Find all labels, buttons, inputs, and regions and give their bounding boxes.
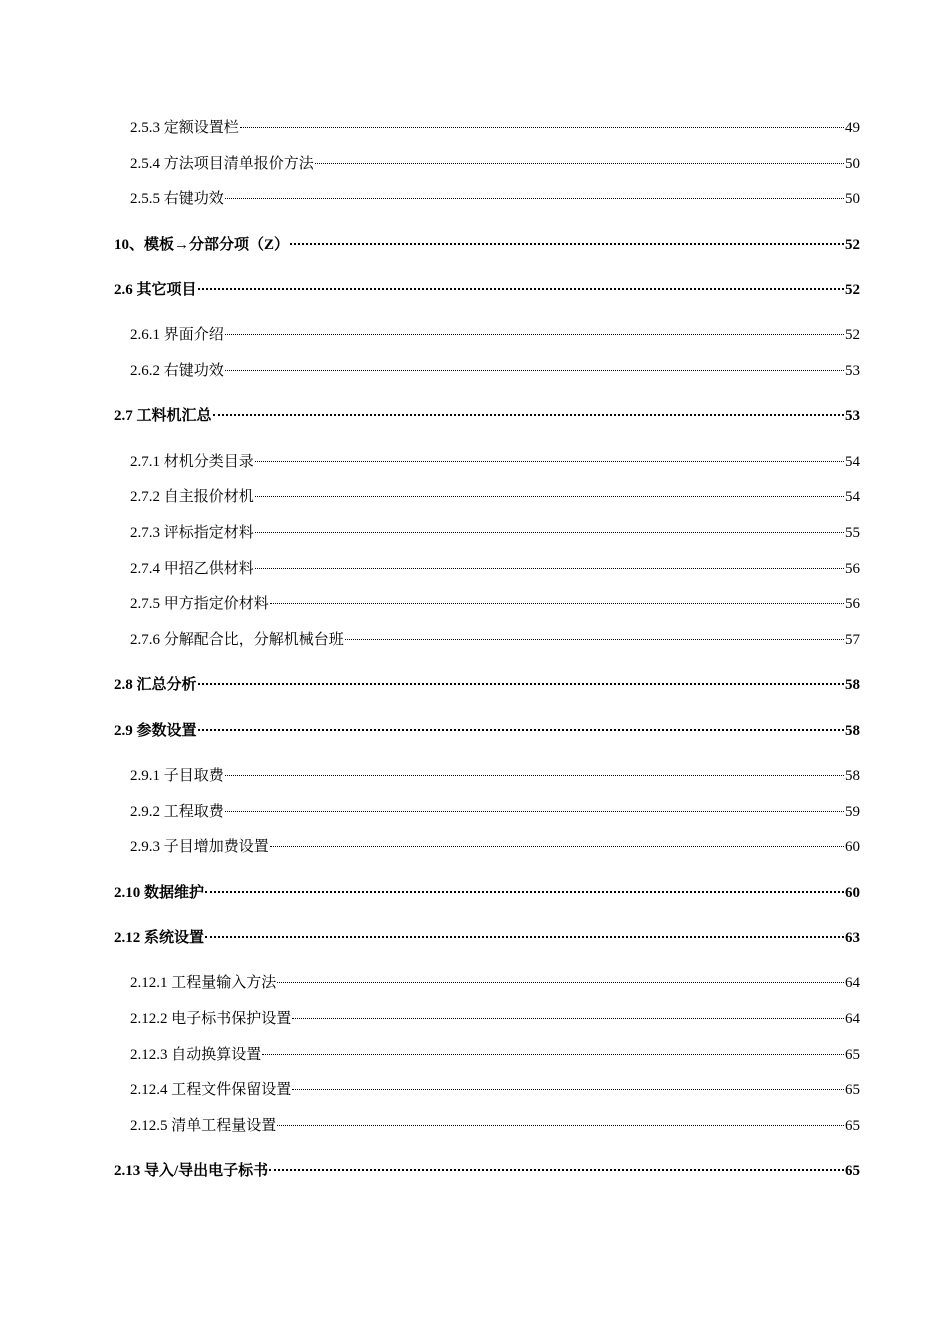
toc-entry-page-number: 50 xyxy=(845,155,860,172)
toc-entry-title: 2.7.4 甲招乙供材料 xyxy=(130,560,254,577)
toc-entry-page-number: 60 xyxy=(845,884,860,901)
toc-entry-title: 2.6 其它项目 xyxy=(114,282,197,298)
toc-entry[interactable] xyxy=(114,802,860,822)
toc-entry-page-number: 50 xyxy=(845,191,860,208)
toc-entry-page-number: 53 xyxy=(845,408,860,425)
toc-entry-title: 2.7.5 甲方指定价材料 xyxy=(130,596,269,613)
toc-entry-title: 2.5.5 右键功效 xyxy=(130,191,224,208)
toc-entry-page-number: 56 xyxy=(845,560,860,577)
toc-entry-page-number: 52 xyxy=(845,327,860,344)
toc-entry-title: 2.5.4 方法项目清单报价方法 xyxy=(130,155,314,172)
toc-entry-title: 2.6.2 右键功效 xyxy=(130,363,224,379)
toc-entry[interactable] xyxy=(114,487,860,507)
dot-leader xyxy=(277,982,844,983)
toc-entry-page-number: 53 xyxy=(845,363,860,379)
toc-entry-page-number: 64 xyxy=(845,975,860,992)
dot-leader xyxy=(255,568,844,569)
toc-entry-title: 2.5.3 定额设置栏 xyxy=(130,120,239,136)
toc-entry-page-number: 52 xyxy=(845,282,860,298)
toc-entry-title: 2.6.1 界面介绍 xyxy=(130,327,224,344)
dot-leader xyxy=(262,1054,844,1055)
toc-entry-page-number: 65 xyxy=(845,1163,860,1180)
toc-entry-page-number: 58 xyxy=(845,677,860,694)
toc-entry-title: 2.12.5 清单工程量设置 xyxy=(130,1118,277,1135)
toc-entry[interactable] xyxy=(114,928,860,948)
toc-entry[interactable] xyxy=(114,766,860,786)
toc-entry-title: 2.9.1 子目取费 xyxy=(130,768,224,784)
dot-leader xyxy=(225,775,844,776)
dot-leader xyxy=(205,936,844,938)
toc-entry-title: 2.10 数据维护 xyxy=(114,884,205,901)
toc-entry[interactable] xyxy=(114,1045,860,1065)
toc-entry-page-number: 57 xyxy=(845,632,860,649)
dot-leader xyxy=(345,639,844,640)
dot-leader xyxy=(225,334,844,335)
toc-entry[interactable] xyxy=(114,1009,860,1029)
dot-leader xyxy=(277,1125,844,1126)
toc-entry-page-number: 55 xyxy=(845,525,860,541)
dot-leader xyxy=(213,414,844,416)
toc-entry[interactable] xyxy=(114,452,860,472)
toc-entry-page-number: 60 xyxy=(845,839,860,856)
toc-entry[interactable] xyxy=(114,154,860,174)
toc-entry[interactable] xyxy=(114,118,860,138)
toc-entry-page-number: 54 xyxy=(845,489,860,506)
toc-entry-title: 2.7.1 材机分类目录 xyxy=(130,453,254,470)
toc-entry-page-number: 64 xyxy=(845,1011,860,1027)
toc-entry[interactable] xyxy=(114,1116,860,1136)
dot-leader xyxy=(270,603,844,604)
toc-entry-title: 2.7.2 自主报价材机 xyxy=(130,489,254,506)
dot-leader xyxy=(315,163,844,164)
toc-entry[interactable] xyxy=(114,1080,860,1100)
dot-leader xyxy=(240,127,844,128)
toc-entry[interactable] xyxy=(114,973,860,993)
toc-entry-title: 2.12.4 工程文件保留设置 xyxy=(130,1082,292,1099)
toc-entry[interactable] xyxy=(114,594,860,614)
dot-leader xyxy=(225,811,844,812)
toc-entry-title: 2.9.2 工程取费 xyxy=(130,803,224,820)
toc-entry[interactable] xyxy=(114,721,860,741)
toc-entry[interactable] xyxy=(114,325,860,345)
toc-entry-title: 10、模板→分部分项（Z） xyxy=(114,236,290,253)
dot-leader xyxy=(255,461,844,462)
toc-entry[interactable] xyxy=(114,235,860,255)
toc-entry-page-number: 65 xyxy=(845,1118,860,1135)
toc-entry-page-number: 49 xyxy=(845,120,860,136)
toc-entry[interactable] xyxy=(114,280,860,300)
toc-entry-title: 2.7.3 评标指定材料 xyxy=(130,525,254,541)
toc-entry-title: 2.7.6 分解配合比，分解机械台班 xyxy=(130,632,344,649)
toc-entry-page-number: 65 xyxy=(845,1046,860,1063)
toc-entry[interactable] xyxy=(114,523,860,543)
toc-entry-page-number: 58 xyxy=(845,768,860,784)
dot-leader xyxy=(292,1089,844,1090)
dot-leader xyxy=(225,198,844,199)
toc-entry-title: 2.8 汇总分析 xyxy=(114,677,197,694)
toc-entry[interactable] xyxy=(114,361,860,381)
dot-leader xyxy=(198,288,844,290)
toc-entry-title: 2.7 工料机汇总 xyxy=(114,408,212,425)
toc-entry-page-number: 52 xyxy=(845,236,860,253)
toc-entry-title: 2.13 导入/导出电子标书 xyxy=(114,1163,269,1180)
dot-leader xyxy=(255,532,844,533)
toc-entry[interactable] xyxy=(114,675,860,695)
toc-entry-page-number: 65 xyxy=(845,1082,860,1099)
toc-entry-page-number: 58 xyxy=(845,722,860,739)
toc-entry[interactable] xyxy=(114,630,860,650)
toc-entry-page-number: 59 xyxy=(845,803,860,820)
toc-entry[interactable] xyxy=(114,1161,860,1181)
toc-entry[interactable] xyxy=(114,559,860,579)
toc-entry[interactable] xyxy=(114,189,860,209)
dot-leader xyxy=(290,243,844,245)
toc-entry-title: 2.12.1 工程量输入方法 xyxy=(130,975,277,992)
toc-entry-title: 2.12 系统设置 xyxy=(114,930,205,946)
toc-entry[interactable] xyxy=(114,883,860,903)
dot-leader xyxy=(198,683,844,685)
dot-leader xyxy=(255,496,844,497)
dot-leader xyxy=(198,729,844,731)
toc-entry-page-number: 54 xyxy=(845,453,860,470)
toc-entry[interactable] xyxy=(114,406,860,426)
toc-entry-title: 2.9 参数设置 xyxy=(114,722,197,739)
toc-entry-title: 2.12.2 电子标书保护设置 xyxy=(130,1011,292,1027)
dot-leader xyxy=(270,846,844,847)
toc-entry-page-number: 63 xyxy=(845,930,860,946)
toc-entry-title: 2.12.3 自动换算设置 xyxy=(130,1046,262,1063)
dot-leader xyxy=(269,1169,844,1171)
dot-leader xyxy=(205,891,844,893)
dot-leader xyxy=(292,1018,844,1019)
toc-entry-page-number: 56 xyxy=(845,596,860,613)
toc-entry[interactable] xyxy=(114,837,860,857)
dot-leader xyxy=(225,370,844,371)
toc-entry-title: 2.9.3 子目增加费设置 xyxy=(130,839,269,856)
